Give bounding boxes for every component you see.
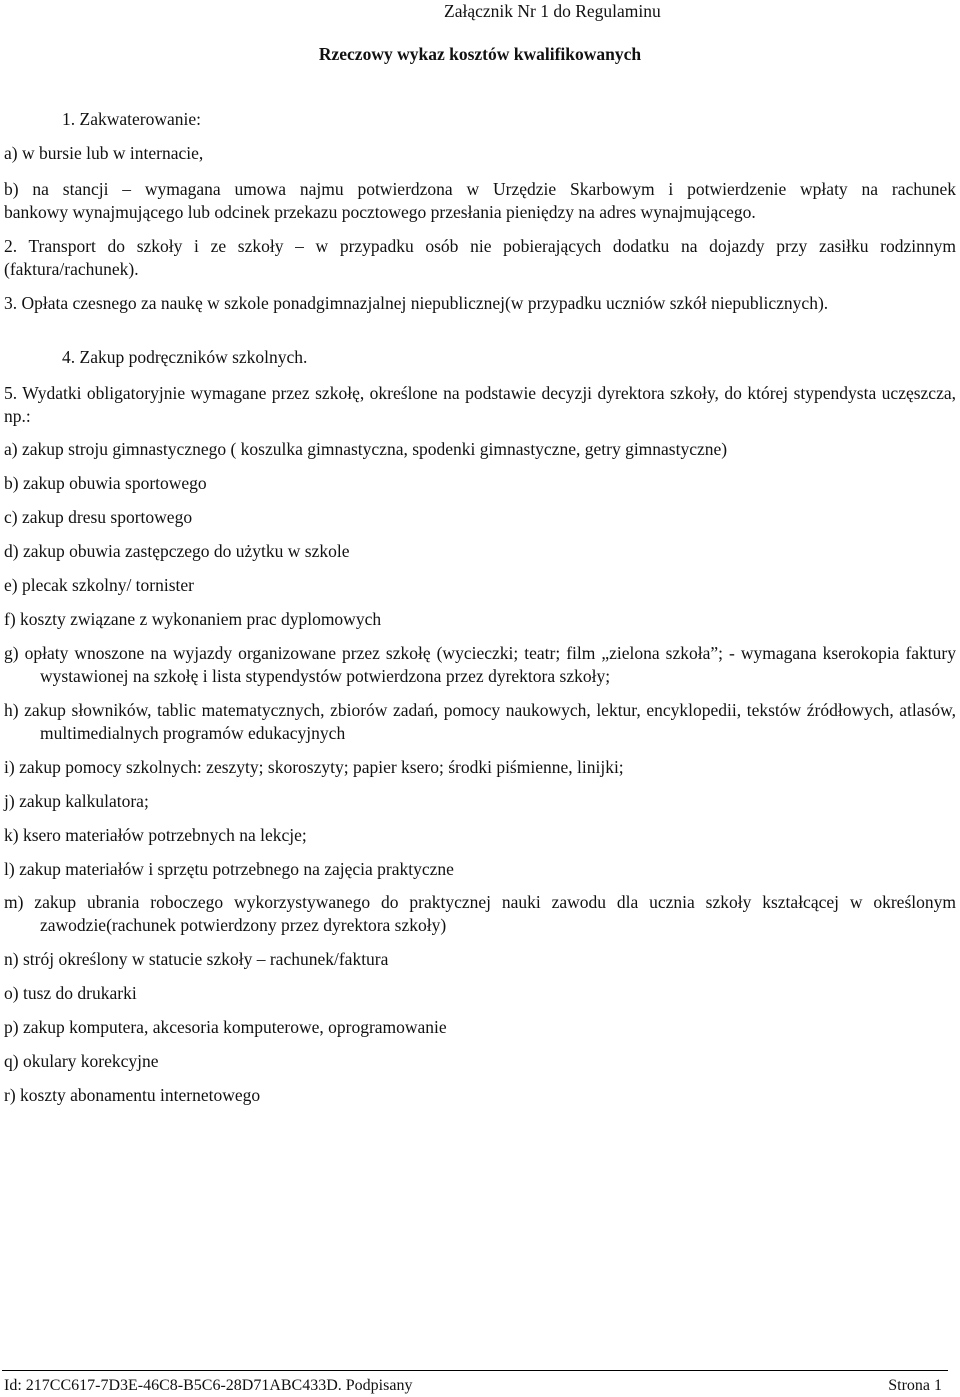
expense-item-g: g) opłaty wnoszone na wyjazdy organizowane przez szkołę (wycieczki; teatr; film „zielona szkoła”; - wymagana kserokopia faktury wystawionej na szkołę i lista stypendystów potwierdzona przez dyrektora szkoły; [4,643,956,686]
section-4: 4. Zakup podręczników szkolnych. [62,347,308,367]
expense-item-d: d) zakup obuwia zastępczego do użytku w szkole [4,541,350,561]
expense-item-b: b) zakup obuwia sportowego [4,473,207,493]
footer-document-id: Id: 217CC617-7D3E-46C8-B5C6-28D71ABC433D. Podpisany [4,1377,413,1394]
expense-item-e: e) plecak szkolny/ tornister [4,575,195,595]
expense-item-r: r) koszty abonamentu internetowego [4,1085,261,1105]
document-title: Rzeczowy wykaz kosztów kwalifikowanych [318,44,642,64]
expense-item-n: n) strój określony w statucie szkoły – rachunek/faktura [4,949,389,969]
expense-item-k: k) ksero materiałów potrzebnych na lekcje; [4,825,307,845]
expense-item-l: l) zakup materiałów i sprzętu potrzebnego na zajęcia praktyczne [4,859,454,879]
footer-page-number: Strona 1 [888,1377,942,1394]
expense-item-m: m) zakup ubrania roboczego wykorzystywanego do praktycznej nauki zawodu dla ucznia szkoły kształcącej w określonym zawodzie(rachunek potwierdzony przez dyrektora szkoły) [4,892,956,935]
section-2: 2. Transport do szkoły i ze szkoły – w przypadku osób nie pobierających dodatku na dojazdy przy zasiłku rodzinnym (faktura/rachunek). [4,236,956,279]
section-3: 3. Opłata czesnego za naukę w szkole ponadgimnazjalnej niepublicznej(w przypadku uczniów szkół niepublicznych). [4,293,829,313]
expense-item-c: c) zakup dresu sportowego [4,507,193,527]
section-5: 5. Wydatki obligatoryjnie wymagane przez szkołę, określone na podstawie decyzji dyrektora szkoły, do której stypendysta uczęszcza, np.: [4,383,956,426]
expense-item-a: a) zakup stroju gimnastycznego ( koszulka gimnastyczna, spodenki gimnastyczne, getry gimnastyczne) [4,439,728,459]
section-1-item-a: a) w bursie lub w internacie, [4,143,204,163]
section-1-heading: 1. Zakwaterowanie: [62,109,201,129]
expense-item-j: j) zakup kalkulatora; [4,791,149,811]
expense-item-i: i) zakup pomocy szkolnych: zeszyty; skoroszyty; papier ksero; środki piśmienne, linijki; [4,757,624,777]
annex-title: Załącznik Nr 1 do Regulaminu [444,1,661,21]
footer-divider [2,1370,948,1371]
expense-item-h: h) zakup słowników, tablic matematycznych, zbiorów zadań, pomocy naukowych, lektur, encyklopedii, tekstów źródłowych, atlasów, multimedialnych programów edukacyjnych [4,700,956,743]
expense-item-o: o) tusz do drukarki [4,983,137,1003]
expense-item-q: q) okulary korekcyjne [4,1051,159,1071]
section-1-item-b-line-1: b) na stancji – wymagana umowa najmu potwierdzona w Urzędzie Skarbowym i potwierdzenie wpłaty na rachunek [4,179,956,199]
expense-item-f: f) koszty związane z wykonaniem prac dyplomowych [4,609,382,629]
section-1-item-b-line-2: bankowy wynajmującego lub odcinek przekazu pocztowego przesłania pieniędzy na adres wynajmującego. [4,202,756,222]
expense-item-p: p) zakup komputera, akcesoria komputerowe, oprogramowanie [4,1017,447,1037]
